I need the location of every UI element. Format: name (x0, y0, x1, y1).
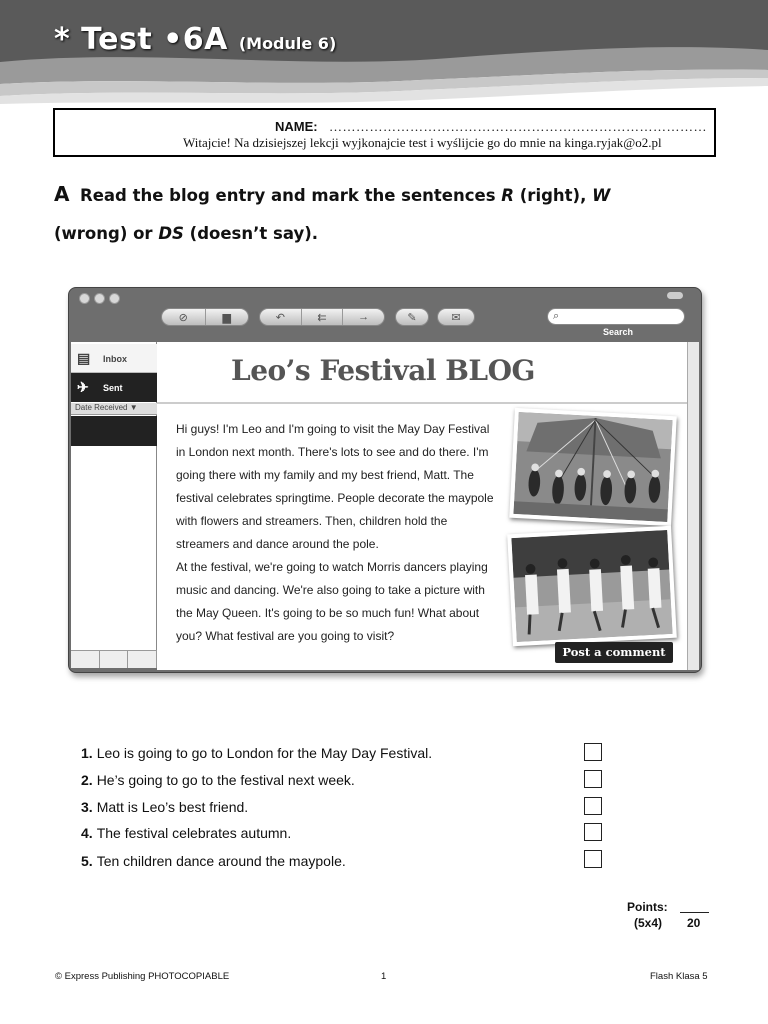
date-received-sort: Date Received ▼ (71, 403, 157, 415)
blog-line: going there with my family and my best friend, Matt. The (176, 468, 474, 482)
greeting-text: Witajcie! Na dzisiejszej lekcji wyjkonajcie test i wyślijcie go do mnie na kinga.ryjak@o2.pl (183, 135, 662, 150)
blog-line: festival celebrates springtime. People decorate the maypole (176, 491, 494, 505)
toolbar-group-3 (395, 308, 429, 326)
question-4: 4. The festival celebrates autumn. (81, 825, 292, 841)
points-max: 20 (687, 916, 701, 930)
search-icon: ⌕ (553, 310, 560, 322)
content-scrollbar (687, 342, 699, 670)
instruction-line-1: Read the blog entry and mark the sentences R (right), W (80, 186, 611, 205)
mail-sidebar (71, 342, 157, 668)
toolbar-group-4 (437, 308, 475, 326)
window-resize-pill (667, 292, 683, 299)
reply-icon: ↶ (260, 309, 302, 325)
toolbar-group-1 (161, 308, 249, 326)
toolbar-group-2 (259, 308, 385, 326)
forward-icon: → (358, 311, 370, 323)
answer-box-2[interactable] (584, 770, 602, 788)
answer-box-4[interactable] (584, 823, 602, 841)
blog-title: Leo’s Festival BLOG (231, 354, 535, 387)
search-input (547, 308, 685, 325)
maypole-photo (509, 408, 677, 526)
question-2: 2. He’s going to go to the festival next week. (81, 772, 355, 788)
blog-line: the May Queen. It's going to be so much fun! What about (176, 606, 480, 620)
blog-line: music and dancing. We're also going to take a picture with (176, 583, 485, 597)
page-number: 1 (381, 971, 387, 982)
blog-line: At the festival, we're going to watch Morris dancers playing (176, 560, 488, 574)
answer-box-3[interactable] (584, 797, 602, 815)
footer-book-title: Flash Klasa 5 (650, 971, 708, 982)
name-box (53, 108, 716, 157)
stop-icon: ⊘ (162, 309, 206, 325)
name-field[interactable]: ………………………………………………………………………… (329, 119, 707, 134)
module-subtitle: (Module 6) (238, 34, 337, 53)
blog-content (157, 342, 687, 670)
window-zoom-dot (109, 293, 120, 304)
question-5: 5. Ten children dance around the maypole. (81, 853, 346, 869)
sidebar-item-sent: ✈ Sent (71, 373, 157, 402)
points-blank[interactable] (680, 912, 709, 913)
blog-line: you? What festival are you going to visit? (176, 629, 395, 643)
section-letter: A (54, 182, 70, 206)
name-label: NAME: (275, 119, 318, 134)
trash-icon: ▆ (222, 311, 231, 324)
search-label: Search (603, 327, 634, 337)
blog-line: streamers and dance around the pole. (176, 537, 379, 551)
question-3: 3. Matt is Leo’s best friend. (81, 799, 249, 815)
answer-box-5[interactable] (584, 850, 602, 868)
morris-dancers-photo (507, 526, 677, 646)
sidebar-dark-block (71, 416, 157, 446)
blog-line: with flowers and streamers. Then, children hold the (176, 514, 448, 528)
sidebar-footer (71, 650, 157, 668)
mail-icon: ✉ (451, 311, 461, 324)
title-divider (157, 402, 687, 404)
compose-icon: ✎ (407, 311, 417, 324)
points-label: Points: (627, 900, 668, 914)
post-comment-button: Post a comment (555, 642, 673, 663)
header-band (0, 0, 768, 110)
answer-box-1[interactable] (584, 743, 602, 761)
blog-body (176, 418, 496, 648)
paper-plane-icon: ✈ (77, 379, 89, 395)
blog-line: Hi guys! I'm Leo and I'm going to visit the May Day Festival (176, 422, 490, 436)
blog-window (68, 287, 702, 673)
question-1: 1. Leo is going to go to London for the May Day Festival. (81, 745, 433, 761)
sidebar-item-inbox: ▤ Inbox (71, 344, 157, 373)
test-title: * Test •6A (Module 6) (54, 22, 337, 57)
reply-all-icon: ⇇ (302, 309, 344, 325)
footer-copyright: © Express Publishing PHOTOCOPIABLE (55, 971, 230, 982)
instruction-line-2: (wrong) or DS (doesn’t say). (54, 224, 319, 243)
points-formula: (5x4) (634, 916, 663, 930)
blog-line: in London next month. There's lots to see and do there. I'm (176, 445, 489, 459)
window-close-dot (79, 293, 90, 304)
window-minimize-dot (94, 293, 105, 304)
inbox-icon: ▤ (77, 350, 91, 366)
